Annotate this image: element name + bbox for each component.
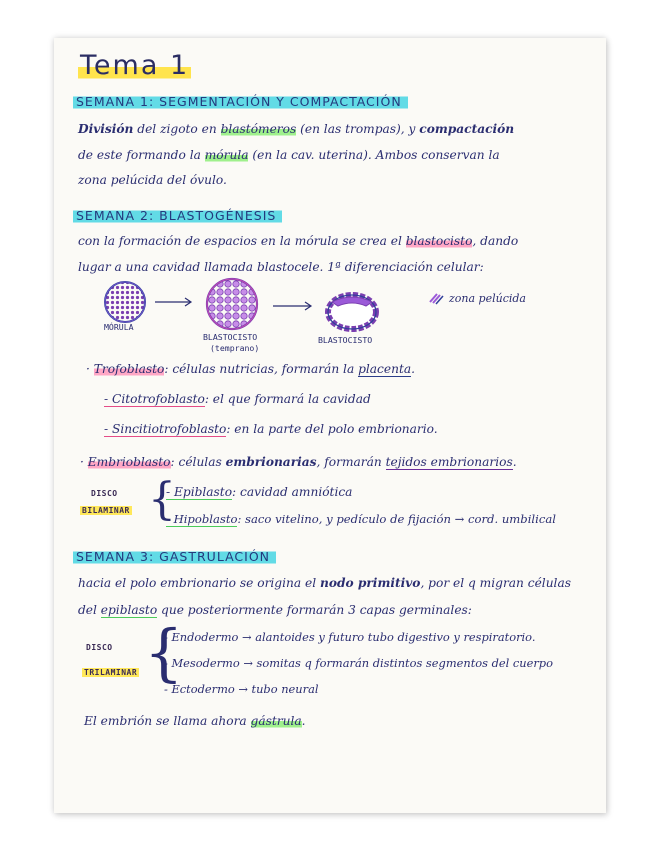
morula-label: MÓRULA: [104, 322, 134, 332]
brace-icon: {: [148, 474, 176, 525]
zona-pelucida-legend-icon: [430, 294, 443, 304]
week1-line1: División del zigoto en blastómeros (en las trompas), y compactación: [78, 122, 515, 136]
early-blastocyst-label: BLASTOCISTO: [203, 332, 258, 342]
legend-text: zona pelúcida: [449, 292, 526, 305]
late-blastocyst-label: BLASTOCISTO: [318, 335, 373, 345]
section-heading-week3: SEMANA 3: GASTRULACIÓN: [73, 548, 276, 565]
hipoblasto-line: - Hipoblasto: saco vitelino, y pedículo de fijación → cord. umbilical: [166, 512, 556, 526]
brace-icon: {: [144, 616, 184, 689]
mesodermo-line: - Mesodermo → somitas q formarán distintos segmentos del cuerpo: [164, 656, 553, 670]
epiblasto-line: - Epiblasto: cavidad amniótica: [166, 485, 353, 499]
endodermo-line: - Endodermo → alantoides y futuro tubo digestivo y respiratorio.: [164, 630, 536, 644]
embrioblasto-line: · Embrioblasto: células embrionarias, formarán tejidos embrionarios.: [80, 455, 517, 469]
early-blastocyst-sublabel: (temprano): [210, 343, 260, 353]
disco-trilaminar-label-1: DISCO: [86, 643, 113, 652]
week1-line2: de este formando la mórula (en la cav. uterina). Ambos conservan la: [78, 148, 500, 162]
gastrula-line: El embrión se llama ahora gástrula.: [84, 714, 306, 728]
disco-bilaminar-label-1: DISCO: [91, 489, 118, 498]
week3-line2: del epiblasto que posteriormente formarán 3 capas germinales:: [78, 603, 472, 617]
week1-line3: zona pelúcida del óvulo.: [78, 173, 227, 187]
section-heading-week2: SEMANA 2: BLASTOGÉNESIS: [73, 207, 282, 224]
late-blastocyst-drawing: [328, 295, 376, 329]
week3-line1: hacia el polo embrionario se origina el nodo primitivo, por el q migran células: [78, 576, 571, 590]
week2-line2: lugar a una cavidad llamada blastocele. 1ª diferenciación celular:: [78, 260, 484, 274]
page-title: Tema 1: [80, 50, 190, 81]
citotrofoblasto-line: - Citotrofoblasto: el que formará la cavidad: [104, 392, 371, 406]
ectodermo-line: - Ectodermo → tubo neural: [164, 682, 319, 696]
disco-trilaminar-label-2: TRILAMINAR: [84, 668, 138, 677]
sincitiotrofoblasto-line: - Sincitiotrofoblasto: en la parte del polo embrionario.: [104, 422, 438, 436]
week2-line1: con la formación de espacios en la mórula se crea el blastocisto, dando: [78, 234, 519, 248]
disco-bilaminar-label-2: BILAMINAR: [82, 506, 130, 515]
trofoblasto-line: · Trofoblasto: células nutricias, formarán la placenta.: [86, 362, 415, 376]
section-heading-week1: SEMANA 1: SEGMENTACIÓN Y COMPACTACIÓN: [73, 93, 408, 110]
